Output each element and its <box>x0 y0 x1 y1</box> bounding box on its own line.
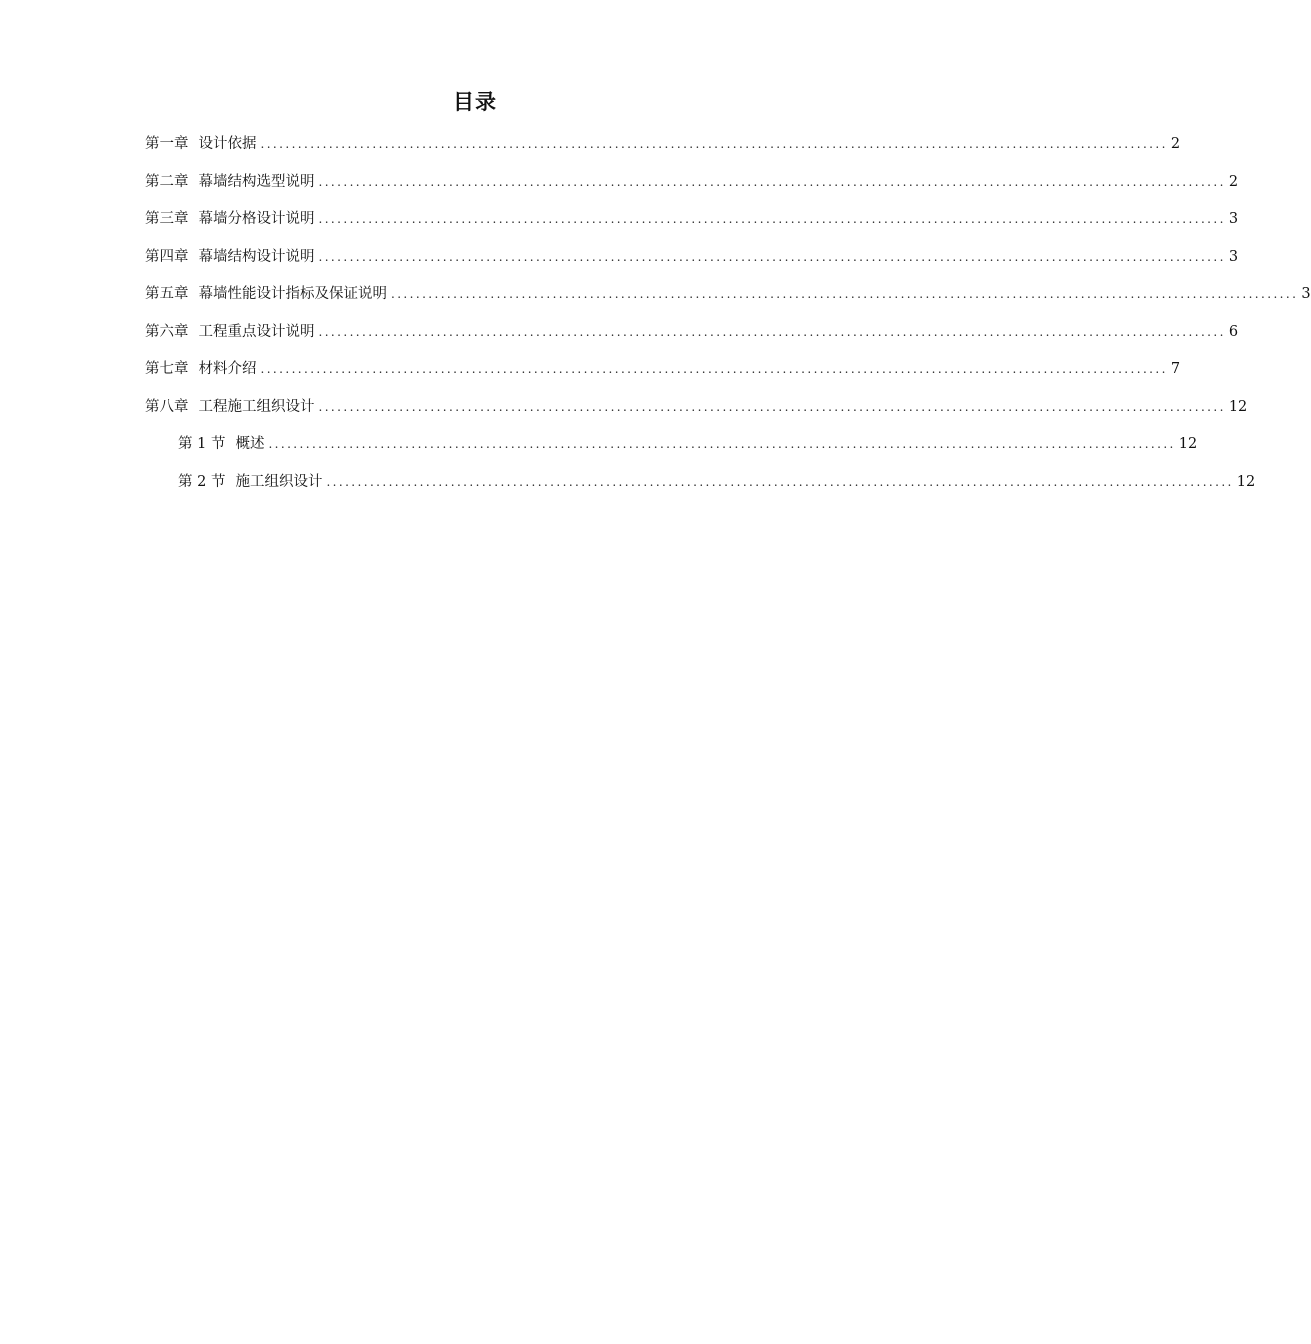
toc-dot-leader: .................................................................................................................................................. <box>260 362 1168 376</box>
toc-entry-page: 6 <box>1228 323 1239 340</box>
toc-entry-section: 第 1 节 <box>178 436 226 452</box>
toc-entry-label <box>145 170 315 191</box>
toc-entry-chapter: 第五章 <box>145 286 189 302</box>
toc-dot-leader: .................................................................................................................................................. <box>326 474 1234 489</box>
toc-entry-chapter: 第二章 <box>145 173 189 190</box>
toc-dot-leader: .................................................................................................................................................. <box>318 399 1226 414</box>
toc-dot-leader: .................................................................................................................................................. <box>318 174 1226 189</box>
toc-entry-chapter: 第八章 <box>145 398 189 415</box>
toc-entry-page: 12 <box>1228 398 1248 415</box>
toc-entry-title: 设计依据 <box>198 136 257 152</box>
toc-dot-leader: .................................................................................................................................................. <box>391 287 1299 301</box>
toc-subentry[interactable] <box>145 470 1256 508</box>
toc-entry-title: 概述 <box>235 436 265 452</box>
toc-entry-page: 12 <box>1236 473 1256 490</box>
toc-entry-title: 幕墙分格设计说明 <box>198 211 315 227</box>
toc-entry[interactable] <box>145 357 1181 395</box>
toc-entry[interactable] <box>145 282 1311 320</box>
toc-entry-chapter: 第一章 <box>145 136 189 152</box>
toc-entry-page: 12 <box>1178 436 1198 452</box>
toc-dot-leader: .................................................................................................................................................. <box>318 249 1226 264</box>
toc-entry-label <box>145 207 315 228</box>
toc-entry-label <box>145 282 387 303</box>
toc-subentry[interactable] <box>145 432 1198 470</box>
toc-entry-title: 施工组织设计 <box>235 473 323 490</box>
toc-entry-page: 2 <box>1228 173 1239 190</box>
toc-entry-title: 工程重点设计说明 <box>198 323 315 340</box>
toc-entry-label <box>145 245 315 266</box>
toc-entry-chapter: 第六章 <box>145 323 189 340</box>
toc-entry[interactable] <box>145 207 1239 245</box>
toc-entry-title: 幕墙结构选型说明 <box>198 173 315 190</box>
toc-entry-page: 7 <box>1170 361 1181 377</box>
toc-entry-chapter: 第四章 <box>145 248 189 265</box>
toc-entry[interactable] <box>145 320 1239 358</box>
toc-entry-title: 幕墙性能设计指标及保证说明 <box>198 286 387 302</box>
toc-entry-page: 2 <box>1170 136 1181 152</box>
toc-entry-title: 材料介绍 <box>198 361 257 377</box>
toc-entry-label <box>145 395 315 416</box>
toc-list <box>145 132 1311 507</box>
toc-entry[interactable] <box>145 395 1248 433</box>
toc-dot-leader: .................................................................................................................................................. <box>260 137 1168 151</box>
toc-entry[interactable] <box>145 245 1239 283</box>
toc-entry-label <box>178 470 322 491</box>
toc-title: 目录 <box>453 90 497 114</box>
toc-entry-chapter: 第七章 <box>145 361 189 377</box>
toc-entry[interactable] <box>145 132 1181 170</box>
toc-entry-page: 3 <box>1228 248 1239 265</box>
toc-entry-section: 第 2 节 <box>178 473 226 490</box>
toc-entry-page: 3 <box>1301 286 1311 302</box>
toc-entry-label <box>145 132 257 153</box>
toc-entry-page: 3 <box>1228 211 1239 227</box>
toc-entry-label <box>145 357 257 378</box>
toc-dot-leader: .................................................................................................................................................. <box>268 437 1176 451</box>
toc-entry[interactable] <box>145 170 1239 208</box>
toc-entry-chapter: 第三章 <box>145 211 189 227</box>
toc-dot-leader: .................................................................................................................................................. <box>318 324 1226 339</box>
toc-entry-label <box>145 320 315 341</box>
toc-entry-title: 幕墙结构设计说明 <box>198 248 315 265</box>
toc-dot-leader: .................................................................................................................................................. <box>318 212 1226 226</box>
toc-entry-title: 工程施工组织设计 <box>198 398 315 415</box>
toc-entry-label <box>178 432 264 453</box>
